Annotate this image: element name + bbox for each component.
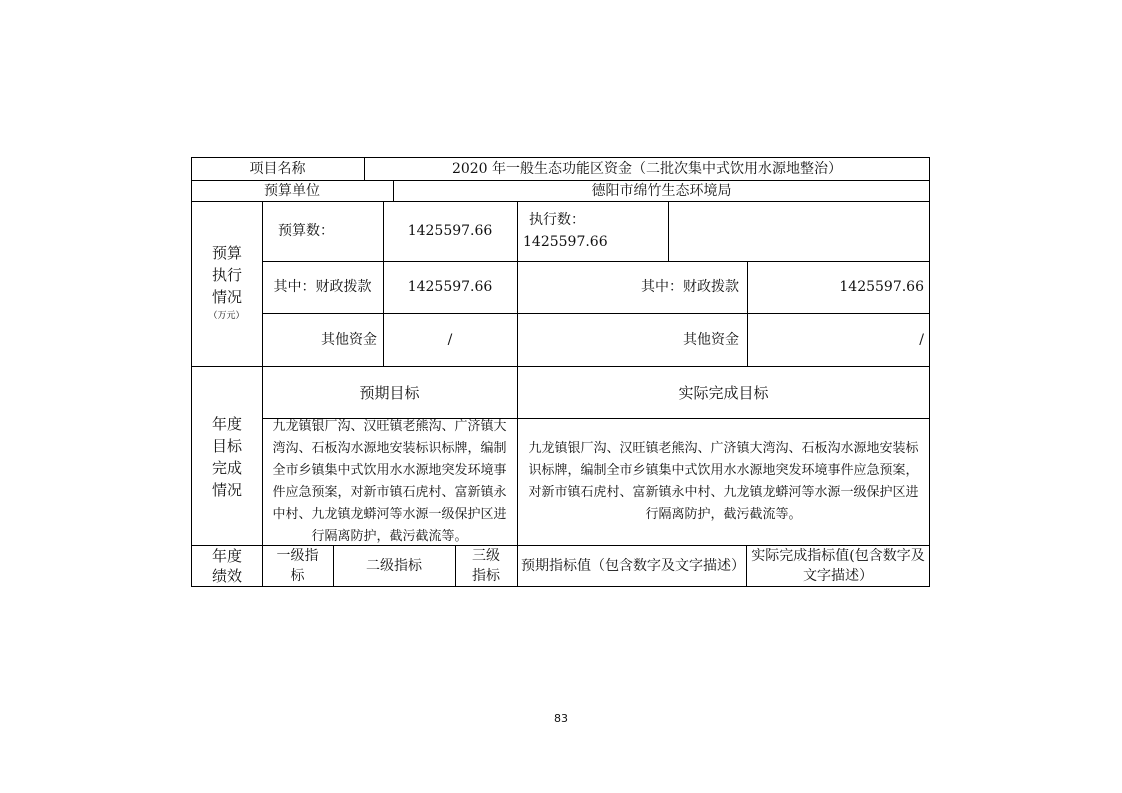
table-line bbox=[191, 545, 930, 546]
table-line bbox=[191, 201, 930, 202]
expected-goals-header: 预期目标 bbox=[359, 384, 420, 402]
budget-unit-value: 德阳市绵竹生态环境局 bbox=[591, 182, 732, 199]
table-line bbox=[191, 366, 930, 367]
table-line bbox=[393, 180, 394, 201]
table-line bbox=[455, 545, 456, 587]
other-executed-label: 其他资金 bbox=[683, 332, 739, 348]
budget-value: 1425597.66 bbox=[407, 223, 493, 239]
table-line bbox=[929, 157, 930, 587]
level3-indicator-header: 三级指标 bbox=[472, 548, 500, 584]
other-funds-label: 其他资金 bbox=[321, 332, 377, 348]
table-line bbox=[191, 157, 930, 158]
actual-goals-text: 九龙镇银厂沟、汉旺镇老熊沟、广济镇大湾沟、石板沟水源地安装标识标牌，编制全市乡镇集中式饮用水水源地突发环境事件应急预案，对新市镇石虎村、富新镇永中村、九龙镇龙蟒河等水源一级保护区进行隔离防护，截污截流等。 bbox=[528, 441, 919, 522]
actual-goals-header: 实际完成目标 bbox=[678, 384, 769, 402]
level2-indicator-header: 二级指标 bbox=[366, 558, 422, 574]
table-line bbox=[333, 545, 334, 587]
table-line bbox=[191, 157, 192, 587]
other-budget-value: / bbox=[447, 332, 453, 348]
table-line bbox=[746, 545, 747, 587]
executed-label: 执行数： bbox=[529, 212, 585, 228]
table-line bbox=[668, 201, 669, 261]
project-name-label: 项目名称 bbox=[249, 160, 306, 177]
actual-indicator-value-header: 实际完成指标值(包含数字及文字描述） bbox=[751, 548, 925, 584]
fiscal-label: 其中：财政拨款 bbox=[273, 279, 372, 295]
project-name-value: 2020 年一般生态功能区资金（二批次集中式饮用水源地整治） bbox=[451, 160, 843, 177]
table-line bbox=[262, 261, 930, 262]
expected-goals-text: 九龙镇银厂沟、汉旺镇老熊沟、广济镇大湾沟、石板沟水源地安装标识标牌，编制全市乡镇集中式饮用水水源地突发环境事件应急预案，对新市镇石虎村、富新镇永中村、九龙镇龙蟒河等水源一级保护区进行隔离防护，截污截流等。 bbox=[272, 419, 507, 544]
budget-unit-label: 预算单位 bbox=[264, 182, 320, 199]
table-line bbox=[262, 201, 263, 587]
annual-performance-label: 年度绩效 bbox=[211, 547, 242, 585]
budget-execution-section bbox=[191, 201, 262, 367]
table-line bbox=[262, 313, 930, 314]
budget-execution-label: 预算执行情况 bbox=[211, 244, 242, 306]
executed-amount-cell bbox=[517, 201, 668, 261]
level1-indicator-header: 一级指标 bbox=[276, 548, 319, 584]
budget-performance-table bbox=[191, 157, 930, 587]
table-line bbox=[517, 201, 518, 587]
annual-goals-label: 年度目标完成情况 bbox=[211, 415, 242, 499]
table-line bbox=[191, 586, 930, 587]
table-line bbox=[747, 261, 748, 367]
fiscal-executed-label: 其中：财政拨款 bbox=[641, 279, 739, 295]
table-line bbox=[191, 180, 930, 181]
fiscal-budget-value: 1425597.66 bbox=[407, 279, 493, 295]
other-executed-value: / bbox=[919, 332, 924, 348]
table-line bbox=[383, 201, 384, 367]
budget-label: 预算数： bbox=[278, 223, 334, 239]
fiscal-executed-value: 1425597.66 bbox=[839, 279, 924, 295]
executed-value: 1425597.66 bbox=[523, 234, 608, 250]
budget-execution-unit-note: （万元） bbox=[208, 311, 245, 321]
table-line bbox=[262, 418, 930, 419]
expected-indicator-value-header: 预期指标值（包含数字及文字描述） bbox=[521, 558, 745, 574]
table-line bbox=[364, 157, 365, 180]
page-number: 83 bbox=[554, 712, 568, 725]
